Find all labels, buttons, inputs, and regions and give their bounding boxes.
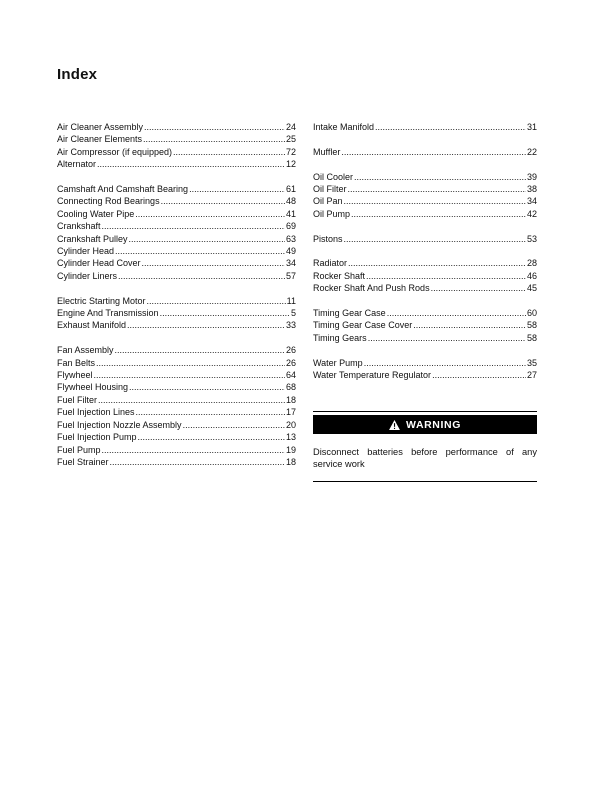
index-entry <box>313 257 537 269</box>
dot-leader <box>387 307 526 319</box>
index-entry-page: 24 <box>285 122 296 132</box>
index-group <box>57 344 296 468</box>
dot-leader <box>129 381 285 393</box>
index-entry-page: 22 <box>526 146 537 157</box>
index-entry <box>57 381 296 393</box>
dot-leader <box>96 357 285 369</box>
dot-leader <box>102 444 285 456</box>
index-entry-page: 5 <box>290 308 296 319</box>
index-entry-label: Rocker Shaft <box>313 270 366 281</box>
index-entry <box>57 419 296 431</box>
index-entry-page: 61 <box>285 184 296 195</box>
index-entry <box>57 146 296 158</box>
index-entry-label: Flywheel <box>57 370 93 381</box>
dot-leader <box>375 121 526 133</box>
index-entry-label: Air Compressor (if equipped) <box>57 146 173 157</box>
index-entry-page: 68 <box>285 382 296 393</box>
index-entry-page: 58 <box>526 320 537 331</box>
index-entry-page: 18 <box>285 394 296 405</box>
warning-title: WARNING <box>406 418 461 431</box>
index-entry-label: Air Cleaner Elements <box>57 134 143 145</box>
dot-leader <box>127 319 285 331</box>
dot-leader <box>98 394 285 406</box>
index-entry-page: 34 <box>526 196 537 207</box>
index-entry <box>313 183 537 195</box>
index-entry-page: 42 <box>526 208 537 219</box>
index-entry <box>57 195 296 207</box>
index-entry-label: Timing Gear Case <box>313 308 386 319</box>
index-entry-label: Fuel Strainer <box>57 456 109 467</box>
index-entry <box>57 220 296 232</box>
index-entry-page: 60 <box>526 308 537 319</box>
index-entry-label: Pistons <box>313 233 343 244</box>
dot-leader <box>364 357 526 369</box>
dot-leader <box>143 133 285 145</box>
index-entry-label: Water Pump <box>313 357 363 368</box>
index-entry-page: 17 <box>285 407 296 418</box>
index-entry-label: Flywheel Housing <box>57 382 129 393</box>
index-entry-label: Muffler <box>313 146 341 157</box>
index-entry-page: 45 <box>526 283 537 294</box>
index-entry-label: Fuel Filter <box>57 394 98 405</box>
index-entry <box>313 307 537 319</box>
index-entry <box>57 456 296 468</box>
index-group <box>57 183 296 282</box>
index-entry-page: 64 <box>285 370 296 381</box>
dot-leader <box>431 282 526 294</box>
index-entry-page: 20 <box>285 419 296 430</box>
index-entry-label: Radiator <box>313 258 348 269</box>
index-entry <box>57 257 296 269</box>
dot-leader <box>341 146 526 158</box>
index-group <box>57 121 296 171</box>
dot-leader <box>136 406 285 418</box>
dot-leader <box>160 307 290 319</box>
index-entry-page: 69 <box>285 221 296 232</box>
index-entry <box>313 282 537 294</box>
index-entry-label: Crankshaft Pulley <box>57 233 128 244</box>
index-group <box>313 121 537 133</box>
index-entry-page: 58 <box>526 332 537 343</box>
index-entry <box>57 208 296 220</box>
index-entry <box>313 332 537 344</box>
index-entry-page: 72 <box>285 146 296 157</box>
dot-leader <box>432 369 526 381</box>
index-entry-label: Rocker Shaft And Push Rods <box>313 283 430 294</box>
index-entry <box>313 319 537 331</box>
index-entry-page: 19 <box>285 444 296 455</box>
dot-leader <box>135 208 285 220</box>
dot-leader <box>348 183 526 195</box>
index-entry-page: 41 <box>285 208 296 219</box>
index-entry-page: 31 <box>526 122 537 132</box>
index-entry-label: Fuel Injection Lines <box>57 407 135 418</box>
index-entry-label: Oil Filter <box>313 184 347 194</box>
dot-leader <box>344 233 526 245</box>
index-entry-page: 49 <box>285 246 296 257</box>
index-entry <box>57 357 296 369</box>
index-entry-label: Fuel Pump <box>57 444 101 455</box>
index-group <box>313 307 537 344</box>
index-entry <box>313 146 537 158</box>
index-entry <box>313 208 537 220</box>
index-entry <box>313 171 537 183</box>
warning-triangle-icon <box>389 420 400 430</box>
index-entry <box>57 406 296 418</box>
dot-leader <box>94 369 285 381</box>
dot-leader <box>344 195 526 207</box>
index-entry <box>57 444 296 456</box>
index-entry-label: Air Cleaner Assembly <box>57 122 144 132</box>
index-entry <box>57 344 296 356</box>
index-entry-page: 46 <box>526 270 537 281</box>
warning-banner <box>313 415 537 434</box>
page-title: Index <box>57 66 98 83</box>
dot-leader <box>351 208 526 220</box>
dot-leader <box>183 419 285 431</box>
index-group <box>313 171 537 221</box>
dot-leader <box>189 183 285 195</box>
index-entry-label: Cooling Water Pipe <box>57 208 135 219</box>
dot-leader <box>97 158 285 170</box>
index-column-right-wrapper <box>313 121 537 482</box>
index-entry-label: Fan Assembly <box>57 345 114 356</box>
index-entry-label: Engine And Transmission <box>57 308 159 319</box>
index-entry-label: Cylinder Head Cover <box>57 258 141 269</box>
index-entry <box>57 133 296 145</box>
index-group <box>57 295 296 332</box>
index-group <box>313 233 537 245</box>
index-entry-label: Alternator <box>57 159 97 170</box>
dot-leader <box>354 171 526 183</box>
index-entry-page: 35 <box>526 357 537 368</box>
index-entry <box>57 233 296 245</box>
warning-section <box>313 411 537 482</box>
index-entry-page: 25 <box>285 134 296 145</box>
index-entry-label: Oil Cooler <box>313 171 354 182</box>
index-entry-page: 26 <box>285 345 296 356</box>
index-entry-label: Water Temperature Regulator <box>313 370 432 381</box>
index-entry-page: 53 <box>526 233 537 244</box>
dot-leader <box>129 233 285 245</box>
index-entry-page: 26 <box>285 357 296 368</box>
index-entry <box>313 121 537 133</box>
dot-leader <box>138 431 285 443</box>
index-entry <box>57 121 296 133</box>
index-entry-page: 28 <box>526 258 537 269</box>
index-entry <box>313 195 537 207</box>
index-entry <box>57 369 296 381</box>
index-entry <box>57 270 296 282</box>
dot-leader <box>413 319 526 331</box>
dot-leader <box>118 270 285 282</box>
index-entry-page: 48 <box>285 196 296 207</box>
warning-text: Disconnect batteries before performance of any service work <box>313 447 537 470</box>
index-entry <box>57 183 296 195</box>
index-entry-label: Oil Pan <box>313 196 343 207</box>
index-entry <box>313 369 537 381</box>
dot-leader <box>147 295 286 307</box>
index-entry-page: 33 <box>285 320 296 331</box>
index-group <box>313 146 537 158</box>
index-entry-page: 63 <box>285 233 296 244</box>
index-entry-page: 12 <box>285 159 296 170</box>
index-column-right <box>313 121 537 381</box>
dot-leader <box>161 195 285 207</box>
index-entry-label: Oil Pump <box>313 208 351 219</box>
divider-top <box>313 411 537 412</box>
index-entry <box>57 245 296 257</box>
divider-bottom <box>313 481 537 482</box>
dot-leader <box>368 332 526 344</box>
index-entry <box>57 158 296 170</box>
index-entry-page: 38 <box>526 184 537 194</box>
index-entry <box>57 319 296 331</box>
index-entry-label: Timing Gear Case Cover <box>313 320 413 331</box>
dot-leader <box>144 121 285 133</box>
index-group <box>313 357 537 382</box>
dot-leader <box>173 146 285 158</box>
index-entry <box>313 233 537 245</box>
index-entry-label: Fuel Injection Nozzle Assembly <box>57 419 182 430</box>
index-entry-page: 27 <box>526 370 537 381</box>
index-entry-page: 57 <box>285 270 296 281</box>
dot-leader <box>366 270 526 282</box>
dot-leader <box>348 257 526 269</box>
index-entry-label: Crankshaft <box>57 221 101 232</box>
index-entry <box>57 295 296 307</box>
index-entry-label: Connecting Rod Bearings <box>57 196 160 207</box>
index-group <box>313 257 537 294</box>
index-entry-label: Timing Gears <box>313 332 367 343</box>
index-entry-label: Cylinder Head <box>57 246 115 257</box>
index-entry-label: Exhaust Manifold <box>57 320 127 331</box>
index-entry <box>57 307 296 319</box>
index-entry-label: Camshaft And Camshaft Bearing <box>57 184 189 195</box>
index-entry-label: Intake Manifold <box>313 122 375 132</box>
index-entry <box>313 270 537 282</box>
index-entry <box>57 431 296 443</box>
index-column-left <box>57 121 296 481</box>
dot-leader <box>115 245 285 257</box>
index-entry-page: 11 <box>286 295 296 306</box>
index-entry-label: Fuel Injection Pump <box>57 432 137 443</box>
index-entry-page: 39 <box>526 171 537 182</box>
index-entry-label: Electric Starting Motor <box>57 295 146 306</box>
index-entry-page: 13 <box>285 432 296 443</box>
index-entry <box>313 357 537 369</box>
dot-leader <box>102 220 285 232</box>
dot-leader <box>142 257 285 269</box>
dot-leader <box>110 456 285 468</box>
index-entry-label: Fan Belts <box>57 357 96 368</box>
index-entry-page: 34 <box>285 258 296 269</box>
index-entry-label: Cylinder Liners <box>57 270 118 281</box>
index-entry <box>57 394 296 406</box>
index-entry-page: 18 <box>285 456 296 467</box>
dot-leader <box>115 344 285 356</box>
